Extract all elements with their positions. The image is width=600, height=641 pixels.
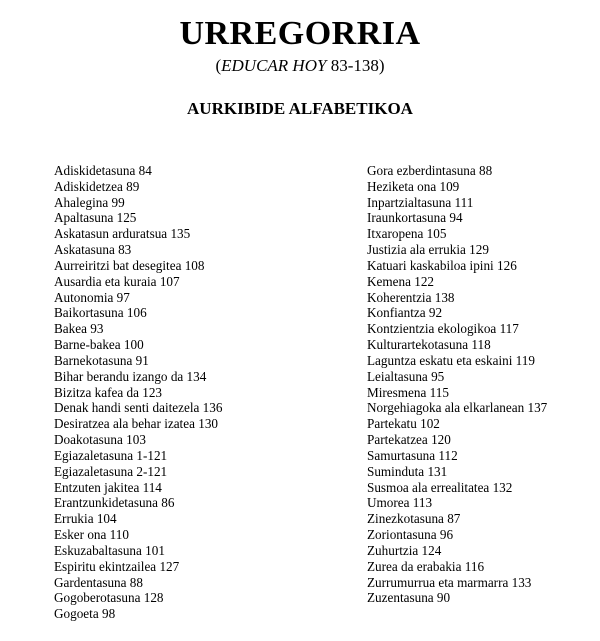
index-entry: Miresmena 115 <box>367 384 449 400</box>
index-entry: Kontzientzia ekologikoa 117 <box>367 321 519 337</box>
index-entry: Ausardia eta kuraia 107 <box>54 273 180 289</box>
index-entry: Heziketa ona 109 <box>367 178 460 194</box>
index-entry: Partekatzea 120 <box>367 432 451 448</box>
index-entry: Zinezkotasuna 87 <box>367 511 461 527</box>
index-entry: Zurrumurrua eta marmarra 133 <box>367 574 532 590</box>
index-entry: Bihar berandu izango da 134 <box>54 368 207 384</box>
index-entry: Inpartzialtasuna 111 <box>367 194 474 210</box>
index-entry: Bakea 93 <box>54 321 104 337</box>
index-entry: Doakotasuna 103 <box>54 432 146 448</box>
section-heading: AURKIBIDE ALFABETIKOA <box>187 99 413 118</box>
index-entry: Kemena 122 <box>367 273 435 289</box>
index-entry: Suminduta 131 <box>367 463 448 479</box>
index-entry: Denak handi senti daitezela 136 <box>54 400 223 416</box>
index-entry: Gardentasuna 88 <box>54 574 143 590</box>
page-title: URREGORRIA <box>179 15 421 52</box>
index-entry: Adiskidetzea 89 <box>54 178 140 194</box>
index-entry: Koherentzia 138 <box>367 289 455 305</box>
index-column-right <box>367 163 597 606</box>
index-entry: Erantzunkidetasuna 86 <box>54 495 175 511</box>
index-entry: Egiazaletasuna 1-121 <box>54 447 168 463</box>
index-entry: Entzuten jakitea 114 <box>54 479 162 495</box>
index-entry: Espiritu ekintzailea 127 <box>54 558 180 574</box>
index-entry: Eskuzabaltasuna 101 <box>54 542 165 558</box>
index-entry: Kulturartekotasuna 118 <box>367 337 491 353</box>
index-entry: Apaltasuna 125 <box>54 210 137 226</box>
index-entry: Samurtasuna 112 <box>367 447 458 463</box>
index-entry: Aurreiritzi bat desegitea 108 <box>54 257 205 273</box>
index-entry: Norgehiagoka ala elkarlanean 137 <box>367 400 548 416</box>
index-entry: Errukia 104 <box>54 511 117 527</box>
index-entry: Itxaropena 105 <box>367 226 447 242</box>
subtitle-pages: 83-138) <box>326 56 385 75</box>
index-entry: Gora ezberdintasuna 88 <box>367 163 493 178</box>
index-entry: Gogoberotasuna 128 <box>54 590 164 606</box>
index-entry: Baikortasuna 106 <box>54 305 147 321</box>
index-entry: Katuari kaskabiloa ipini 126 <box>367 257 517 273</box>
index-entry: Desiratzea ala behar izatea 130 <box>54 416 219 432</box>
index-entry: Esker ona 110 <box>54 527 129 543</box>
index-entry: Egiazaletasuna 2-121 <box>54 463 168 479</box>
index-entry: Susmoa ala errealitatea 132 <box>367 479 513 495</box>
index-entry: Adiskidetasuna 84 <box>54 163 152 178</box>
subtitle-open-paren: ( <box>215 56 222 75</box>
subtitle-source: EDUCAR HOY <box>221 56 327 75</box>
page-subtitle <box>0 55 600 77</box>
index-entry: Laguntza eskatu eta eskaini 119 <box>367 352 535 368</box>
index-entry: Barnekotasuna 91 <box>54 352 149 368</box>
index-entry: Justizia ala errukia 129 <box>367 242 489 258</box>
index-entry: Autonomia 97 <box>54 289 130 305</box>
index-entry: Zurea da erabakia 116 <box>367 558 485 574</box>
index-entry: Askatasuna 83 <box>54 242 132 258</box>
index-entry: Konfiantza 92 <box>367 305 443 321</box>
index-entry: Gogoeta 98 <box>54 606 116 622</box>
index-entry: Iraunkortasuna 94 <box>367 210 463 226</box>
index-entry: Bizitza kafea da 123 <box>54 384 163 400</box>
index-entry: Leialtasuna 95 <box>367 368 445 384</box>
index-entry: Ahalegina 99 <box>54 194 125 210</box>
index-entry: Zuzentasuna 90 <box>367 590 451 606</box>
index-entry: Askatasun arduratsua 135 <box>54 226 191 242</box>
index-entry: Partekatu 102 <box>367 416 440 432</box>
index-entry: Zoriontasuna 96 <box>367 527 454 543</box>
index-entry: Zuhurtzia 124 <box>367 542 442 558</box>
index-entry: Barne-bakea 100 <box>54 337 144 353</box>
index-entry: Umorea 113 <box>367 495 433 511</box>
index-column-left <box>54 163 354 622</box>
